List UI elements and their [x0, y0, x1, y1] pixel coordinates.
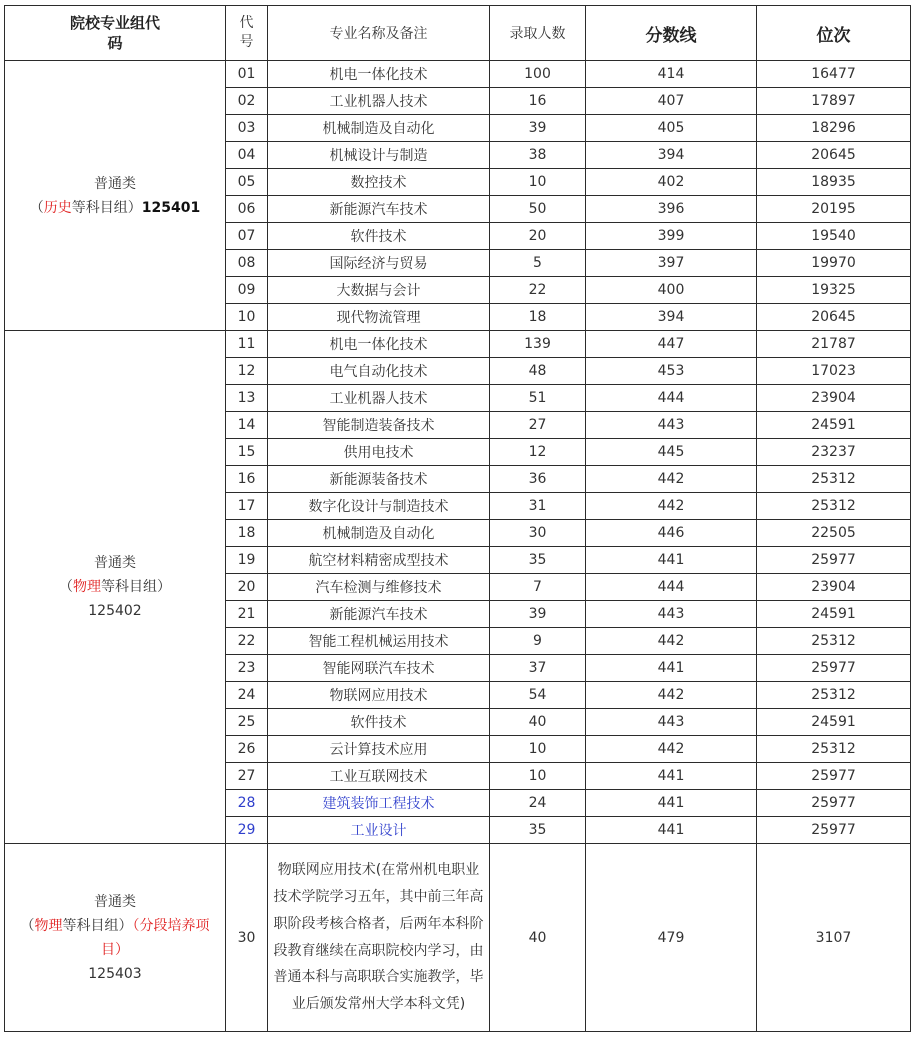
row-rank: 25312 [757, 493, 911, 520]
row-code: 02 [226, 88, 268, 115]
row-major: 机械制造及自动化 [268, 115, 490, 142]
row-enrolled: 27 [490, 412, 586, 439]
group-cell [5, 61, 226, 331]
row-enrolled: 40 [490, 844, 586, 1032]
row-code: 27 [226, 763, 268, 790]
row-rank: 18296 [757, 115, 911, 142]
row-score: 442 [586, 493, 757, 520]
header-major: 专业名称及备注 [268, 6, 490, 61]
row-rank: 25977 [757, 817, 911, 844]
row-score: 453 [586, 358, 757, 385]
group-type: 普通类 [94, 175, 136, 192]
row-code: 17 [226, 493, 268, 520]
row-major: 物联网应用技术(在常州机电职业技术学院学习五年，其中前三年高职阶段考核合格者，后两年本科阶段教育继续在高职院校内学习，由普通本科与高职联合实施教学，毕业后颁发常州大学本科文凭) [268, 844, 490, 1032]
row-enrolled: 5 [490, 250, 586, 277]
table-row [5, 61, 911, 88]
row-rank: 20645 [757, 142, 911, 169]
row-major: 工业机器人技术 [268, 385, 490, 412]
row-score: 446 [586, 520, 757, 547]
row-major: 软件技术 [268, 223, 490, 250]
row-rank: 25312 [757, 682, 911, 709]
row-enrolled: 139 [490, 331, 586, 358]
row-score: 447 [586, 331, 757, 358]
row-score: 441 [586, 547, 757, 574]
row-code: 10 [226, 304, 268, 331]
row-code: 06 [226, 196, 268, 223]
row-enrolled: 54 [490, 682, 586, 709]
group-suffix: 等科目组） [71, 199, 142, 216]
row-score: 414 [586, 61, 757, 88]
row-score: 397 [586, 250, 757, 277]
row-enrolled: 10 [490, 736, 586, 763]
row-major: 电气自动化技术 [268, 358, 490, 385]
row-code: 30 [226, 844, 268, 1032]
row-rank: 24591 [757, 412, 911, 439]
row-code: 28 [226, 790, 268, 817]
row-code: 20 [226, 574, 268, 601]
row-rank: 3107 [757, 844, 911, 1032]
row-major: 工业互联网技术 [268, 763, 490, 790]
group-paren: （ [29, 199, 44, 216]
row-rank: 25312 [757, 628, 911, 655]
row-major: 现代物流管理 [268, 304, 490, 331]
row-score: 443 [586, 601, 757, 628]
row-enrolled: 35 [490, 817, 586, 844]
row-score: 441 [586, 763, 757, 790]
table-row [5, 844, 911, 1032]
group-cell [5, 844, 226, 1032]
row-rank: 25977 [757, 547, 911, 574]
row-rank: 21787 [757, 331, 911, 358]
group-cell [5, 331, 226, 844]
group-suffix: 等科目组） [101, 579, 171, 595]
row-enrolled: 39 [490, 115, 586, 142]
row-enrolled: 51 [490, 385, 586, 412]
row-rank: 23904 [757, 574, 911, 601]
admission-table [4, 5, 911, 1032]
row-rank: 23237 [757, 439, 911, 466]
row-rank: 25977 [757, 655, 911, 682]
row-code: 18 [226, 520, 268, 547]
row-code: 13 [226, 385, 268, 412]
row-rank: 24591 [757, 601, 911, 628]
row-rank: 19325 [757, 277, 911, 304]
row-score: 443 [586, 412, 757, 439]
row-rank: 17023 [757, 358, 911, 385]
row-major: 机械制造及自动化 [268, 520, 490, 547]
row-enrolled: 18 [490, 304, 586, 331]
row-code: 15 [226, 439, 268, 466]
row-rank: 25312 [757, 466, 911, 493]
group-code: 125403 [88, 965, 142, 982]
row-major: 供用电技术 [268, 439, 490, 466]
row-enrolled: 38 [490, 142, 586, 169]
header-rank: 位次 [757, 6, 911, 61]
row-enrolled: 100 [490, 61, 586, 88]
row-enrolled: 24 [490, 790, 586, 817]
row-enrolled: 37 [490, 655, 586, 682]
header-code: 代号 [226, 6, 268, 61]
row-major: 新能源装备技术 [268, 466, 490, 493]
group-suffix: 等科目组） [62, 917, 133, 934]
row-major: 工业设计 [268, 817, 490, 844]
row-code: 16 [226, 466, 268, 493]
row-rank: 25977 [757, 790, 911, 817]
row-enrolled: 48 [490, 358, 586, 385]
row-enrolled: 31 [490, 493, 586, 520]
row-major: 工业机器人技术 [268, 88, 490, 115]
row-enrolled: 20 [490, 223, 586, 250]
row-code: 29 [226, 817, 268, 844]
row-score: 441 [586, 655, 757, 682]
row-code: 11 [226, 331, 268, 358]
group-subject: 物理 [73, 579, 101, 595]
row-code: 19 [226, 547, 268, 574]
header-group-code: 院校专业组代码 [5, 6, 226, 61]
row-score: 399 [586, 223, 757, 250]
row-major: 智能制造装备技术 [268, 412, 490, 439]
group-type: 普通类 [94, 555, 136, 571]
row-rank: 19970 [757, 250, 911, 277]
row-code: 24 [226, 682, 268, 709]
row-rank: 18935 [757, 169, 911, 196]
row-major: 云计算技术应用 [268, 736, 490, 763]
row-score: 444 [586, 385, 757, 412]
row-score: 394 [586, 304, 757, 331]
row-code: 07 [226, 223, 268, 250]
row-enrolled: 50 [490, 196, 586, 223]
row-rank: 25977 [757, 763, 911, 790]
row-major: 智能工程机械运用技术 [268, 628, 490, 655]
row-rank: 20645 [757, 304, 911, 331]
row-score: 479 [586, 844, 757, 1032]
row-major: 机电一体化技术 [268, 331, 490, 358]
row-code: 22 [226, 628, 268, 655]
header-enrolled: 录取人数 [490, 6, 586, 61]
row-score: 445 [586, 439, 757, 466]
header-row [5, 6, 911, 61]
row-code: 04 [226, 142, 268, 169]
row-code: 14 [226, 412, 268, 439]
row-rank: 24591 [757, 709, 911, 736]
row-code: 26 [226, 736, 268, 763]
row-rank: 22505 [757, 520, 911, 547]
row-score: 402 [586, 169, 757, 196]
row-major: 智能网联汽车技术 [268, 655, 490, 682]
row-major: 物联网应用技术 [268, 682, 490, 709]
table-row [5, 331, 911, 358]
row-enrolled: 16 [490, 88, 586, 115]
row-enrolled: 10 [490, 169, 586, 196]
group-extra: （分段培养项目） [101, 917, 210, 958]
row-code: 21 [226, 601, 268, 628]
row-score: 442 [586, 466, 757, 493]
row-major: 机电一体化技术 [268, 61, 490, 88]
row-code: 01 [226, 61, 268, 88]
row-enrolled: 10 [490, 763, 586, 790]
row-code: 12 [226, 358, 268, 385]
row-score: 394 [586, 142, 757, 169]
group-subject: 历史 [43, 199, 72, 216]
row-code: 25 [226, 709, 268, 736]
row-enrolled: 7 [490, 574, 586, 601]
group-code: 125401 [141, 199, 201, 216]
row-major: 数控技术 [268, 169, 490, 196]
row-score: 441 [586, 817, 757, 844]
row-enrolled: 22 [490, 277, 586, 304]
group-paren: （ [59, 579, 73, 595]
row-score: 441 [586, 790, 757, 817]
row-code: 05 [226, 169, 268, 196]
row-enrolled: 39 [490, 601, 586, 628]
row-major: 大数据与会计 [268, 277, 490, 304]
row-rank: 19540 [757, 223, 911, 250]
row-score: 442 [586, 736, 757, 763]
row-score: 442 [586, 628, 757, 655]
row-major: 新能源汽车技术 [268, 601, 490, 628]
row-major: 新能源汽车技术 [268, 196, 490, 223]
row-score: 442 [586, 682, 757, 709]
row-enrolled: 12 [490, 439, 586, 466]
group-paren: （ [20, 917, 35, 934]
row-major: 机械设计与制造 [268, 142, 490, 169]
row-rank: 17897 [757, 88, 911, 115]
row-rank: 25312 [757, 736, 911, 763]
row-rank: 20195 [757, 196, 911, 223]
row-major: 软件技术 [268, 709, 490, 736]
row-code: 09 [226, 277, 268, 304]
row-enrolled: 30 [490, 520, 586, 547]
header-score: 分数线 [586, 6, 757, 61]
row-score: 400 [586, 277, 757, 304]
row-major: 数字化设计与制造技术 [268, 493, 490, 520]
row-enrolled: 9 [490, 628, 586, 655]
row-major: 航空材料精密成型技术 [268, 547, 490, 574]
row-major: 国际经济与贸易 [268, 250, 490, 277]
row-score: 396 [586, 196, 757, 223]
row-enrolled: 35 [490, 547, 586, 574]
row-code: 23 [226, 655, 268, 682]
row-enrolled: 40 [490, 709, 586, 736]
group-type: 普通类 [94, 893, 136, 910]
row-enrolled: 36 [490, 466, 586, 493]
row-score: 443 [586, 709, 757, 736]
row-code: 03 [226, 115, 268, 142]
row-rank: 16477 [757, 61, 911, 88]
row-rank: 23904 [757, 385, 911, 412]
row-code: 08 [226, 250, 268, 277]
row-score: 405 [586, 115, 757, 142]
row-score: 407 [586, 88, 757, 115]
row-major: 汽车检测与维修技术 [268, 574, 490, 601]
row-major: 建筑装饰工程技术 [268, 790, 490, 817]
group-subject: 物理 [34, 917, 63, 934]
row-score: 444 [586, 574, 757, 601]
group-code: 125402 [88, 603, 142, 619]
